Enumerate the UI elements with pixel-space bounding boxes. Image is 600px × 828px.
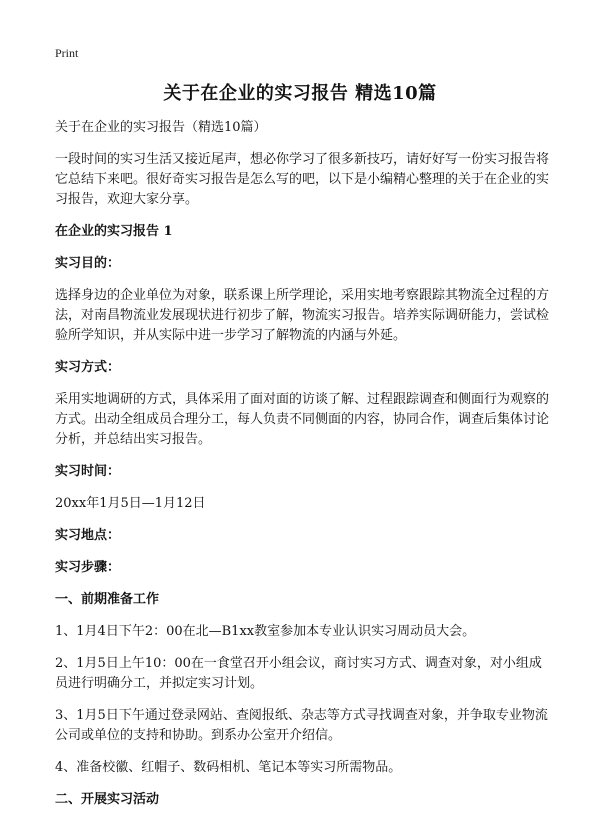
section1-heading: 一、前期准备工作	[55, 592, 160, 607]
step-item: 3、1月5日下午通过登录网站、查阅报纸、杂志等方式寻找调查对象，并争取专业物流公司或单位的支持和协助。到系办公室开介绍信。	[55, 708, 548, 743]
report-heading: 在企业的实习报告 1	[55, 224, 173, 239]
place-heading: 实习地点：	[55, 528, 121, 543]
step-item: 4、准备校徽、红帽子、数码相机、笔记本等实习所需物品。	[55, 760, 402, 775]
step-item: 2、1月5日上午10：00在一食堂召开小组会议，商讨实习方式、调查对象，对小组成员进行明确分工，并拟定实习计划。	[55, 656, 542, 691]
method-heading: 实习方式：	[55, 360, 121, 375]
print-label[interactable]: Print	[55, 46, 79, 60]
purpose-paragraph: 选择身边的企业单位为对象，联系课上所学理论，采用实地考察跟踪其物流全过程的方法，对南昌物流业发展现状进行初步了解，物流实习报告。培养实际调研能力，尝试检验所学知识，并从实际中进一步学习了解物流的内涵与外延。	[55, 288, 550, 343]
document-title: 关于在企业的实习报告 精选10篇	[163, 83, 437, 104]
document-content	[55, 118, 552, 822]
section2-heading: 二、开展实习活动	[55, 792, 160, 807]
method-paragraph: 采用实地调研的方式，具体采用了面对面的访谈了解、过程跟踪调查和侧面行为观察的方式。出动全组成员合理分工，每人负责不同侧面的内容，协同合作，调查后集体讨论分析，并总结出实习报告。	[55, 392, 550, 447]
time-paragraph: 20xx年1月5日—1月12日	[55, 496, 206, 511]
steps-heading: 实习步骤：	[55, 560, 121, 575]
step-item: 1、1月4日下午2：00在北—B1xx教室参加本专业认识实习周动员大会。	[55, 624, 476, 639]
intro-paragraph: 一段时间的实习生活又接近尾声，想必你学习了很多新技巧，请好好写一份实习报告将它总结下来吧。很好奇实习报告是怎么写的吧，以下是小编精心整理的关于在企业的实习报告，欢迎大家分享。	[55, 152, 550, 207]
time-heading: 实习时间：	[55, 464, 121, 479]
purpose-heading: 实习目的：	[55, 256, 121, 271]
document-subtitle: 关于在企业的实习报告（精选10篇）	[55, 120, 267, 135]
